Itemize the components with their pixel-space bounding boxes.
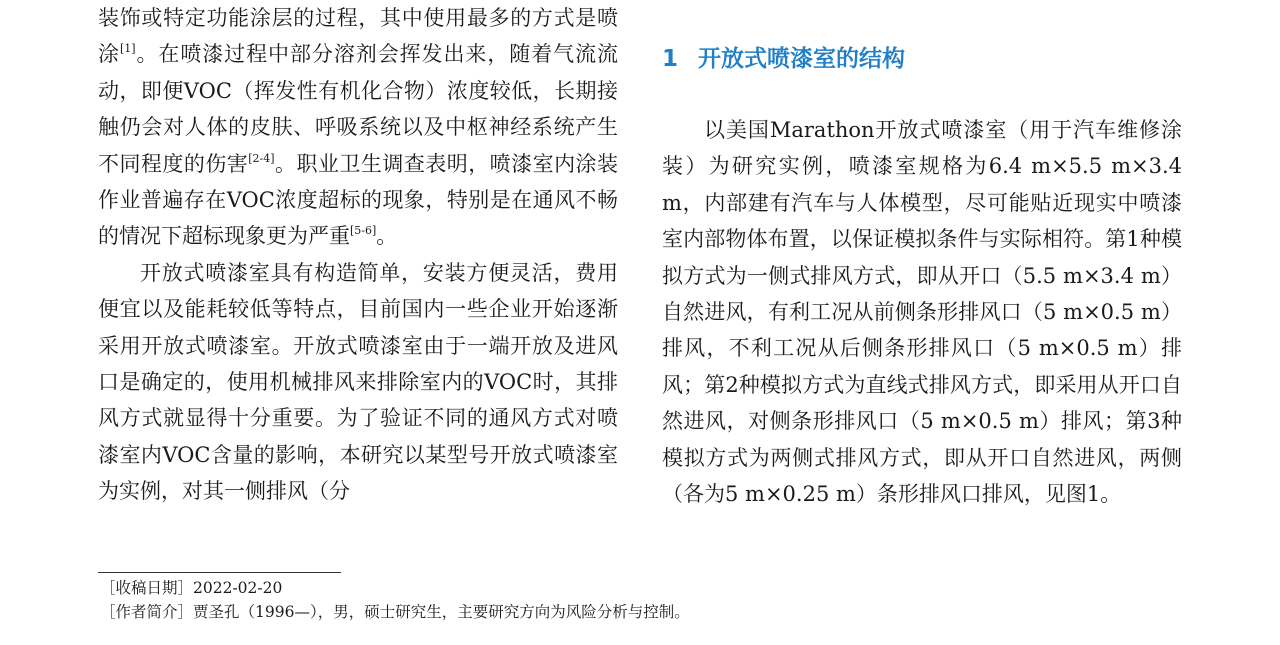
section-heading bbox=[662, 40, 905, 73]
paragraph-text: 装饰或特定功能涂层的过程，其中使用最多的方式是喷涂 bbox=[98, 6, 618, 67]
body-paragraph-2: 开放式喷漆室具有构造简单，安装方便灵活，费用便宜以及能耗较低等特点，目前国内一些企业开始逐渐采用开放式喷漆室。开放式喷漆室由于一端开放及进风口是确定的，使用机械排风来排除室内的VOC时，其排风方式就显得十分重要。为了验证不同的通风方式对喷漆室内VOC含量的影响，本研究以某型号开放式喷漆室为实例，对其一侧排风（分 bbox=[98, 260, 618, 504]
right-column bbox=[662, 112, 1182, 512]
citation-2-4[interactable]: [2-4] bbox=[248, 151, 275, 165]
footnotes bbox=[100, 576, 690, 624]
citation-5-6[interactable]: [5-6] bbox=[350, 224, 377, 238]
left-column bbox=[98, 0, 618, 510]
paragraph-text: 。 bbox=[376, 224, 398, 249]
footnote-received-date: ［收稿日期］2022-02-20 bbox=[100, 579, 283, 597]
footnote-divider bbox=[98, 572, 341, 573]
paragraph-text: 。在喷漆过程中部分溶剂会挥发出来，随着气流流动，即便VOC（挥发性有机化合物）浓度较低，长期接触仍会对人体的皮肤、呼吸系统以及中枢神经系统产生不同程度的伤害 bbox=[98, 42, 619, 176]
section-title: 开放式喷漆室的结构 bbox=[698, 46, 905, 72]
footnote-author-info: ［作者简介］贾圣孔（1996—），男，硕士研究生，主要研究方向为风险分析与控制。 bbox=[100, 603, 690, 621]
section-number: 1 bbox=[662, 46, 679, 72]
citation-1[interactable]: [1] bbox=[119, 42, 136, 56]
body-paragraph-3: 以美国Marathon开放式喷漆室（用于汽车维修涂装）为研究实例，喷漆室规格为6.4 m×5.5 m×3.4 m，内部建有汽车与人体模型，尽可能贴近现实中喷漆室内部物体布置，以保证模拟条件与实际相符。第1种模拟方式为一侧式排风方式，即从开口（5.5 m×3.4 m）自然进风，有利工况从前侧条形排风口（5 m×0.5 m）排风，不利工况从后侧条形排风口（5 m×0.5 m）排风；第2种模拟方式为直线式排风方式，即采用从开口自然进风，对侧条形排风口（5 m×0.5 m）排风；第3种模拟方式为两侧式排风方式，即从开口自然进风，两侧（各为5 m×0.25 m）条形排风口排风，见图1。 bbox=[662, 118, 1182, 507]
body-paragraph-1 bbox=[98, 0, 618, 255]
paragraph-text: 。职业卫生调查表明，喷漆室内涂装作业普遍存在VOC浓度超标的现象，特别是在通风不畅的情况下超标现象更为严重 bbox=[98, 151, 619, 249]
